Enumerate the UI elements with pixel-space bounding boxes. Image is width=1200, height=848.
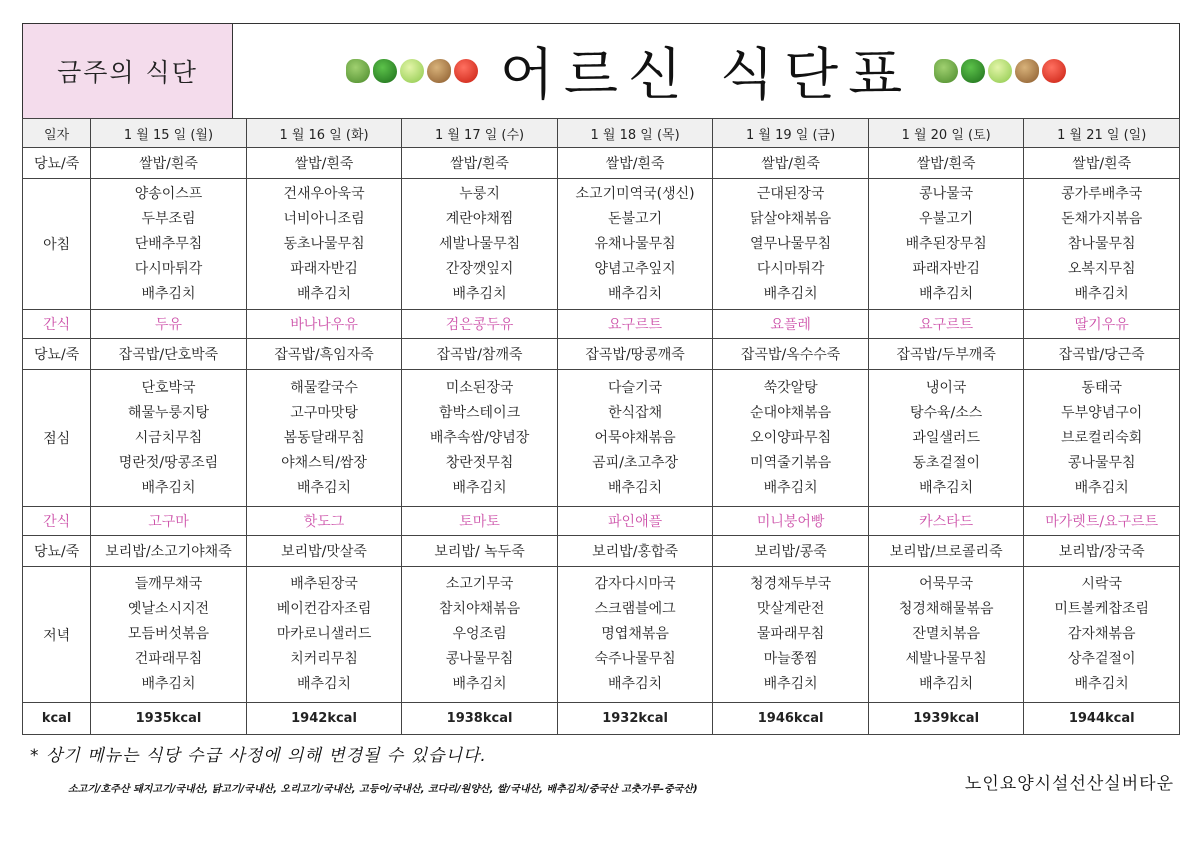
- menu-item: 배추김치: [763, 676, 818, 692]
- menu-item: 배추김치: [919, 285, 974, 302]
- menu-item: 오이양파무침: [750, 429, 832, 446]
- meal-cell: [1024, 179, 1180, 310]
- menu-item: 동태국: [1081, 379, 1122, 396]
- menu-item-list: [91, 182, 246, 307]
- menu-item-list: [402, 182, 557, 307]
- row-label: kcal: [23, 703, 91, 735]
- menu-item-list: [713, 572, 868, 697]
- menu-item: 브로컬리숙회: [1061, 429, 1143, 446]
- menu-item-list: [247, 572, 402, 697]
- menu-item: 쑥갓알탕: [763, 379, 818, 396]
- menu-item-list: [869, 572, 1024, 697]
- menu-item: 명란젓/땅콩조림: [118, 454, 219, 471]
- menu-item: 순대야채볶음: [750, 404, 832, 421]
- diab-dinner-cell: 보리밥/홍합죽: [557, 536, 713, 567]
- diab-dinner-cell: 보리밥/ 녹두죽: [402, 536, 558, 567]
- menu-item: 다슬기국: [608, 379, 663, 396]
- menu-item: 숙주나물무침: [594, 651, 676, 667]
- date-cell: 1 월 15 일 (월): [91, 119, 247, 148]
- menu-item: 명엽채볶음: [601, 626, 669, 642]
- diab-dinner-cell: 보리밥/콩죽: [713, 536, 869, 567]
- meal-cell: [868, 567, 1024, 703]
- date-cell: 1 월 20 일 (토): [868, 119, 1024, 148]
- menu-item-list: [1024, 572, 1179, 697]
- menu-item: 물파래무침: [756, 626, 825, 642]
- footer: [30, 741, 1180, 795]
- meal-cell: [557, 179, 713, 310]
- menu-item: 배추김치: [296, 676, 352, 692]
- meal-cell: [91, 370, 247, 507]
- vegetable-icons-right: [934, 59, 1066, 83]
- menu-item-list: [1024, 376, 1179, 501]
- page-title: 어르신 식단표: [499, 43, 913, 108]
- row-label: 당뇨/죽: [23, 536, 91, 567]
- snack1-cell: 바나나우유: [246, 310, 402, 339]
- diab-breakfast-cell: 쌀밥/흰죽: [402, 148, 558, 179]
- cabbage-icon: [988, 59, 1012, 83]
- menu-item: 양송이스프: [134, 185, 203, 202]
- morning-snack-row: [23, 310, 1180, 339]
- lettuce-icon: [346, 59, 370, 83]
- menu-item-list: [91, 376, 246, 501]
- diab-breakfast-cell: 쌀밥/흰죽: [91, 148, 247, 179]
- meal-cell: [713, 370, 869, 507]
- menu-item: 고구마맛탕: [290, 404, 358, 421]
- menu-item: 배추김치: [141, 676, 196, 692]
- kcal-row: [23, 703, 1180, 735]
- menu-item: 마늘쫑찜: [763, 651, 818, 667]
- diab-lunch-cell: 잡곡밥/단호박죽: [91, 339, 247, 370]
- diab-breakfast-cell: 쌀밥/흰죽: [557, 148, 713, 179]
- menu-item: 옛날소시지전: [127, 601, 210, 617]
- diab-dinner-cell: 보리밥/장국죽: [1024, 536, 1180, 567]
- menu-item: 곰피/초고추장: [592, 454, 679, 471]
- menu-item: 배추김치: [141, 479, 196, 496]
- diab-lunch-cell: 잡곡밥/두부깨죽: [868, 339, 1024, 370]
- snack2-cell: 파인애플: [557, 507, 713, 536]
- menu-item: 미역줄기볶음: [750, 454, 832, 471]
- date-row: [23, 119, 1180, 148]
- menu-item-list: [91, 572, 246, 697]
- diab-lunch-cell: 잡곡밥/땅콩깨죽: [557, 339, 713, 370]
- menu-item: 오복지무침: [1067, 260, 1136, 277]
- date-cell: 1 월 21 일 (일): [1024, 119, 1180, 148]
- menu-item: 감자채볶음: [1067, 626, 1136, 642]
- row-label: 당뇨/죽: [23, 148, 91, 179]
- menu-item-list: [402, 376, 557, 501]
- menu-item: 배추된장무침: [905, 235, 987, 252]
- menu-item: 냉이국: [925, 379, 967, 396]
- snack2-cell: 카스타드: [868, 507, 1024, 536]
- menu-item: 배추김치: [452, 676, 507, 692]
- menu-item: 세발나물무침: [905, 651, 987, 667]
- menu-item: 우불고기: [919, 210, 974, 227]
- menu-item: 창란젓무침: [445, 454, 514, 471]
- menu-item: 너비아니조림: [283, 210, 365, 227]
- diab-lunch-cell: 잡곡밥/흑임자죽: [246, 339, 402, 370]
- menu-item: 배추김치: [608, 676, 663, 692]
- menu-item: 배추김치: [296, 285, 352, 302]
- menu-item-list: [713, 376, 868, 501]
- kcal-cell: 1944kcal: [1024, 703, 1180, 735]
- menu-item: 청경채해물볶음: [898, 601, 994, 617]
- menu-item: 탕수육/소스: [909, 404, 983, 421]
- menu-item: 미트볼케찹조림: [1054, 601, 1150, 617]
- menu-item: 소고기무국: [445, 576, 514, 592]
- menu-item: 시금치무침: [134, 429, 203, 446]
- kcal-cell: 1939kcal: [868, 703, 1024, 735]
- diab-lunch-cell: 잡곡밥/참깨죽: [402, 339, 558, 370]
- tomato-icon: [1042, 59, 1066, 83]
- row-label: 아침: [23, 179, 91, 310]
- menu-item-list: [558, 182, 713, 307]
- tomato-icon: [454, 59, 478, 83]
- menu-item-list: [402, 572, 557, 697]
- pepper-icon: [961, 59, 985, 83]
- menu-item: 양념고추잎지: [594, 260, 676, 277]
- week-label: 금주의 식단: [23, 24, 233, 118]
- menu-item: 단호박국: [141, 379, 196, 396]
- menu-item: 과일샐러드: [912, 429, 980, 446]
- menu-item: 스크램블에그: [594, 601, 676, 617]
- menu-item: 콩나물무침: [445, 651, 514, 667]
- menu-item: 참나물무침: [1067, 235, 1136, 252]
- row-label: 점심: [23, 370, 91, 507]
- kcal-cell: 1938kcal: [402, 703, 558, 735]
- diab-breakfast-cell: 쌀밥/흰죽: [713, 148, 869, 179]
- menu-item-list: [558, 572, 713, 697]
- menu-table: [22, 118, 1180, 735]
- menu-item: 참치야채볶음: [438, 601, 521, 617]
- menu-item-list: [247, 182, 402, 307]
- diab-lunch-cell: 잡곡밥/옥수수죽: [713, 339, 869, 370]
- menu-item: 두부조림: [141, 210, 196, 227]
- kcal-cell: 1935kcal: [91, 703, 247, 735]
- menu-item: 닭살야채볶음: [750, 210, 832, 227]
- menu-item: 콩나물무침: [1067, 454, 1136, 471]
- diab-breakfast-cell: 쌀밥/흰죽: [868, 148, 1024, 179]
- menu-item: 잔멸치볶음: [912, 626, 980, 642]
- menu-item-list: [558, 376, 713, 501]
- potato-icon: [1015, 59, 1039, 83]
- potato-icon: [427, 59, 451, 83]
- date-cell: 1 월 17 일 (수): [402, 119, 558, 148]
- row-label: 간식: [23, 507, 91, 536]
- date-cell: 1 월 18 일 (목): [557, 119, 713, 148]
- menu-item: 치커리무침: [290, 651, 358, 667]
- kcal-cell: 1942kcal: [246, 703, 402, 735]
- change-notice: * 상기 메뉴는 식당 수급 사정에 의해 변경될 수 있습니다.: [30, 746, 487, 766]
- menu-item: 동초나물무침: [283, 235, 365, 252]
- vegetable-icons-left: [346, 59, 478, 83]
- meal-cell: [246, 179, 402, 310]
- menu-item: 해물누룽지탕: [127, 404, 210, 421]
- meal-cell: [246, 370, 402, 507]
- menu-item: 배추김치: [452, 285, 507, 302]
- snack1-cell: 요구르트: [868, 310, 1024, 339]
- menu-item: 배추김치: [296, 479, 352, 496]
- menu-item: 콩가루배추국: [1061, 185, 1143, 202]
- meal-cell: [557, 370, 713, 507]
- menu-item: 간장깻잎지: [445, 260, 514, 277]
- diabetic-dinner-row: [23, 536, 1180, 567]
- menu-item: 유채나물무침: [594, 235, 676, 252]
- menu-item: 마카로니샐러드: [276, 626, 372, 642]
- menu-item: 소고기미역국(생신): [575, 185, 695, 202]
- lettuce-icon: [934, 59, 958, 83]
- menu-item: 파래자반김: [290, 260, 358, 277]
- menu-item: 감자다시마국: [594, 576, 676, 592]
- menu-item: 다시마튀각: [134, 260, 203, 277]
- menu-item: 베이컨감자조림: [276, 601, 372, 617]
- facility-name: 노인요양시설선산실버타운: [964, 774, 1174, 794]
- menu-item: 들깨무채국: [134, 576, 203, 592]
- menu-item: 배추김치: [1074, 479, 1129, 496]
- meal-cell: [868, 370, 1024, 507]
- snack1-cell: 요플레: [713, 310, 869, 339]
- menu-item: 배추김치: [763, 285, 818, 302]
- menu-item: 계란야채찜: [445, 210, 514, 227]
- snack1-cell: 검은콩두유: [402, 310, 558, 339]
- pepper-icon: [373, 59, 397, 83]
- menu-item: 배추김치: [452, 479, 507, 496]
- meal-cell: [713, 567, 869, 703]
- row-label: 저녁: [23, 567, 91, 703]
- menu-item: 배추속쌈/양념장: [429, 429, 530, 446]
- menu-item: 한식잡채: [608, 404, 663, 421]
- menu-item-list: [869, 376, 1024, 501]
- menu-item: 누룽지: [459, 185, 500, 202]
- snack1-cell: 두유: [91, 310, 247, 339]
- row-label: 간식: [23, 310, 91, 339]
- menu-item: 다시마튀각: [756, 260, 825, 277]
- meal-cell: [91, 179, 247, 310]
- dinner-row: [23, 567, 1180, 703]
- menu-item: 함박스테이크: [438, 404, 521, 421]
- menu-item: 모듬버섯볶음: [127, 626, 210, 642]
- menu-item: 동초겉절이: [912, 454, 980, 471]
- snack1-cell: 딸기우유: [1024, 310, 1180, 339]
- menu-item: 배추김치: [763, 479, 818, 496]
- menu-item-list: [869, 182, 1024, 307]
- header: [22, 23, 1180, 118]
- cabbage-icon: [400, 59, 424, 83]
- menu-item: 돈채가지볶음: [1061, 210, 1143, 227]
- snack1-cell: 요구르트: [557, 310, 713, 339]
- menu-item: 배추김치: [919, 479, 974, 496]
- snack2-cell: 토마토: [402, 507, 558, 536]
- menu-item: 콩나물국: [919, 185, 974, 202]
- diab-lunch-cell: 잡곡밥/당근죽: [1024, 339, 1180, 370]
- meal-cell: [91, 567, 247, 703]
- menu-item: 돈불고기: [608, 210, 663, 227]
- meal-cell: [246, 567, 402, 703]
- menu-item-list: [247, 376, 402, 501]
- diab-dinner-cell: 보리밥/소고기야채죽: [91, 536, 247, 567]
- diab-dinner-cell: 보리밥/맛살죽: [246, 536, 402, 567]
- menu-item: 열무나물무침: [750, 235, 832, 252]
- menu-item: 배추김치: [919, 676, 974, 692]
- menu-item-list: [713, 182, 868, 307]
- snack2-cell: 미니붕어빵: [713, 507, 869, 536]
- meal-cell: [402, 567, 558, 703]
- breakfast-row: [23, 179, 1180, 310]
- menu-item: 근대된장국: [756, 185, 825, 202]
- menu-item: 맛살계란전: [756, 601, 825, 617]
- menu-item: 배추된장국: [290, 576, 358, 592]
- snack2-cell: 마가렛트/요구르트: [1024, 507, 1180, 536]
- menu-item: 어묵야채볶음: [594, 429, 676, 446]
- lunch-row: [23, 370, 1180, 507]
- menu-item: 해물칼국수: [290, 379, 358, 396]
- menu-item: 미소된장국: [445, 379, 514, 396]
- date-cell: 1 월 19 일 (금): [713, 119, 869, 148]
- meal-cell: [402, 179, 558, 310]
- diabetic-lunch-row: [23, 339, 1180, 370]
- diab-breakfast-cell: 쌀밥/흰죽: [1024, 148, 1180, 179]
- meal-cell: [868, 179, 1024, 310]
- menu-item: 어묵무국: [919, 576, 974, 592]
- menu-item: 청경채두부국: [750, 576, 832, 592]
- title-area: [233, 24, 1179, 118]
- menu-item: 상추겉절이: [1067, 651, 1136, 667]
- date-cell: 1 월 16 일 (화): [246, 119, 402, 148]
- menu-item: 건파래무침: [134, 651, 203, 667]
- menu-item: 단배추무침: [134, 235, 203, 252]
- diabetic-breakfast-row: [23, 148, 1180, 179]
- menu-item-list: [1024, 182, 1179, 307]
- meal-cell: [1024, 567, 1180, 703]
- diab-dinner-cell: 보리밥/브로콜리죽: [868, 536, 1024, 567]
- menu-item: 건새우아욱국: [283, 185, 365, 202]
- meal-cell: [1024, 370, 1180, 507]
- kcal-cell: 1946kcal: [713, 703, 869, 735]
- menu-item: 배추김치: [141, 285, 196, 302]
- menu-item: 파래자반김: [912, 260, 980, 277]
- menu-item: 봄동달래무침: [283, 429, 365, 446]
- meal-cell: [713, 179, 869, 310]
- menu-item: 배추김치: [1074, 285, 1129, 302]
- kcal-cell: 1932kcal: [557, 703, 713, 735]
- origin-notice: 소고기/호주산 돼지고기/국내산, 닭고기/국내산, 오리고기/국내산, 고등어/국내산, 코다리/원양산, 쌀/국내산, 배추김치/중국산 고춧가루-중국산): [68, 784, 698, 795]
- menu-item: 배추김치: [608, 285, 663, 302]
- meal-cell: [557, 567, 713, 703]
- menu-item: 세발나물무침: [438, 235, 521, 252]
- menu-item: 두부양념구이: [1061, 404, 1143, 421]
- menu-item: 야채스틱/쌈장: [281, 454, 367, 471]
- afternoon-snack-row: [23, 507, 1180, 536]
- row-label: 일자: [23, 119, 91, 148]
- snack2-cell: 핫도그: [246, 507, 402, 536]
- diab-breakfast-cell: 쌀밥/흰죽: [246, 148, 402, 179]
- menu-item: 우엉조림: [452, 626, 507, 642]
- menu-item: 배추김치: [1074, 676, 1129, 692]
- snack2-cell: 고구마: [91, 507, 247, 536]
- menu-sheet: [22, 23, 1180, 735]
- menu-item: 배추김치: [608, 479, 663, 496]
- meal-cell: [402, 370, 558, 507]
- row-label: 당뇨/죽: [23, 339, 91, 370]
- menu-item: 시락국: [1081, 576, 1122, 592]
